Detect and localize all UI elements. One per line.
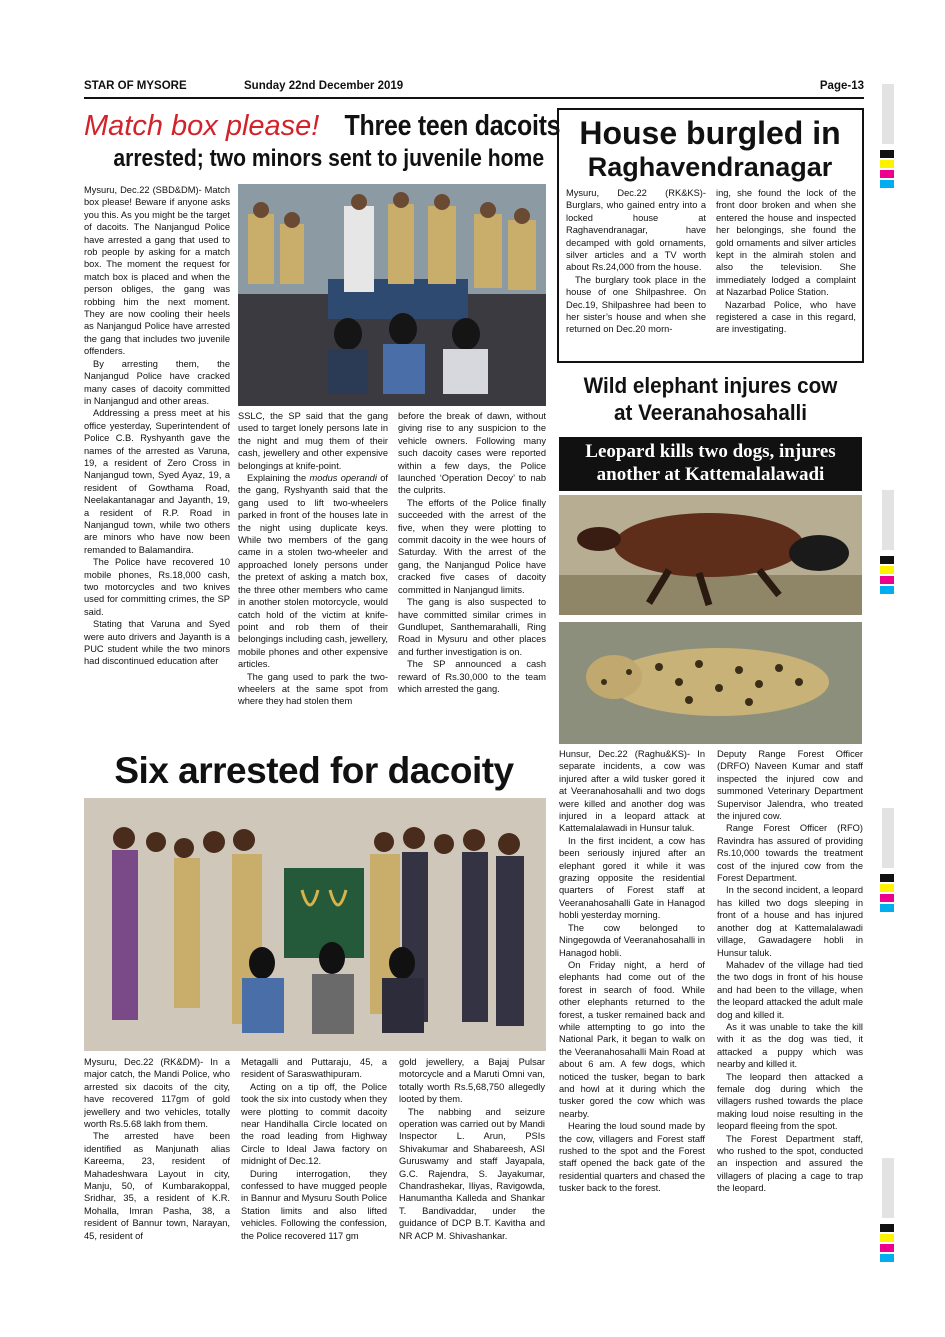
gray-bar <box>882 84 894 144</box>
paragraph: Mysuru, Dec.22 (SBD&DM)- Match box please! Beware if anyone asks you this. As you might be the target of dacoits. The Nanjangud Police have arrested a gang that used to rob people by asking for a match box. The moment the request for match box is placed and when the person obliges, the gang was robbing him the next moment. They are now cooling their heels as Nanjangud Police have arrested the gang that includes two juvenile offenders. <box>84 185 230 357</box>
paragraph: Stating that Varuna and Syed were auto drivers and Jayanth is a PUC student while the two minors had discontinued education after <box>84 619 230 667</box>
story4-col1 <box>84 1056 230 1268</box>
police-press-meet-photo <box>238 184 546 406</box>
reg-black <box>880 556 894 564</box>
paragraph: Addressing a press meet at his office yesterday, Superintendent of Police C.B. Ryshyanth gave the names of the arrested as Varuna, 19, a resident of Zero Cross in Nanjangud town, Syed Ayaz, 19, a resident of Gowthama Road, Neelakantanagar and Jayanth, 19, a resident of R.P. Road in Nanjangud town, while two others are minors who have now been remanded to Balamandira. <box>84 408 230 555</box>
paragraph: gold jewellery, a Bajaj Pulsar motorcycle and a Maruti Omni van, totally worth Rs.5,68,750 allegedly looted by them. <box>399 1057 545 1105</box>
paragraph: The gang is also suspected to have committed similar crimes in Gundlupet, Santhemarahalli, Ring Road in Mysuru and other places and further investigation is on. <box>398 597 546 657</box>
paragraph: Mahadev of the village had tied the two dogs in front of his house and had been to the village, when the leopard attacked the adult male dog and killed it. <box>717 959 863 1020</box>
paragraph: In the first incident, a cow has been seriously injured after an elephant gored it while it was grazing opposite the residential quarters of Forest staff at Veeranahosahalli Gate in Hanagod hobli yesterday morning. <box>559 835 705 921</box>
reg-magenta <box>880 170 894 178</box>
masthead <box>84 80 864 96</box>
reg-cyan <box>880 586 894 594</box>
paragraph: The arrested have been identified as Manjunath alias Kareema, 23, resident of Mahadeshwara Layout in city, Manju, 50, of Kumbarakoppal, Sridhar, 35, a resident of K.R. Mohalla, Imran Pasha, 38, a resident of Bannur town, Narayan, 45, resident of <box>84 1131 230 1241</box>
paragraph: ing, she found the lock of the front door broken and when she entered the house and inspected her belongings, she found the gold ornaments and silver articles kept in the almirah stolen and also the television. She immediately lodged a complaint at Nazarbad Police Station. <box>716 188 856 298</box>
paragraph: The efforts of the Police finally succeeded with the arrest of the five, when they were plotting to commit dacoity in the wee hours of Saturday. With the arrest of the gang, the Nanjangud Police have cracked five cases of dacoity committed in Nanjangud limits. <box>398 497 546 595</box>
story3-subhead-a: Leopard kills two dogs, injures <box>585 441 836 462</box>
story2-headline-a: House burgled in <box>579 115 841 151</box>
story3-headline <box>566 372 855 426</box>
paragraph: The Police have recovered 10 mobile phones, Rs.18,000 cash, two motorcycles and two knives used for committing crimes, the SP said. <box>84 557 230 617</box>
paragraph: The nabbing and seizure operation was carried out by Mandi Inspector L. Arun, PSIs Shivakumar and Shabareesh, ASI Guruswamy and staff Jayapala, G.C. Rajendra, S. Jayakumar, Chandrashekar, Iliyas, Ravigowda, Hanumantha Kalleda and Shankar T. Bandivaddar, under the guidance of DCP B.T. Kavitha and NR ACP M. Shivashankar. <box>399 1106 545 1241</box>
story3-headline-b: at Veeranahosahalli <box>613 400 808 425</box>
story2-col1 <box>566 187 706 359</box>
story3-col2 <box>717 748 863 1268</box>
reg-yellow <box>880 160 894 168</box>
page-number: Page-13 <box>819 80 864 92</box>
paragraph: Mysuru, Dec.22 (RK&DM)- In a major catch, the Mandi Police, who arrested six dacoits of the city, have recovered 117gm of gold jewellery and two vehicles, totally worth Rs.5.68 lakh from them. <box>84 1057 230 1130</box>
story4-photo <box>84 798 546 1051</box>
gray-bar <box>882 1158 894 1218</box>
leopard-image <box>559 622 862 744</box>
story1-col1 <box>84 184 230 748</box>
story4-col2 <box>241 1056 387 1268</box>
reg-yellow <box>880 884 894 892</box>
story1-headline-a: Three teen dacoits <box>344 110 561 142</box>
reg-cyan <box>880 904 894 912</box>
paragraph: By arresting them, the Nanjangud Police have cracked many cases of dacoity committed in Nanjangud and other areas. <box>84 358 230 406</box>
paragraph: Metagalli and Puttaraju, 45, a resident of Saraswathipuram. <box>241 1057 387 1080</box>
paper-name: STAR OF MYSORE <box>84 80 187 92</box>
story2-headline-b: Raghavendranagar <box>587 152 833 182</box>
story1-headline <box>84 108 561 174</box>
story3-subhead-b: another at Kattemalalawadi <box>596 464 825 485</box>
story1-col2 <box>238 410 388 748</box>
reg-black <box>880 150 894 158</box>
story3-col1 <box>559 748 705 1268</box>
story1-headline-b: arrested; two minors sent to juvenile home <box>113 145 545 172</box>
reg-yellow <box>880 566 894 574</box>
issue-date: Sunday 22nd December 2019 <box>244 80 404 92</box>
reg-magenta <box>880 576 894 584</box>
reg-cyan <box>880 180 894 188</box>
paragraph: Mysuru, Dec.22 (RK&KS)- Burglars, who gained entry into a locked house at Raghavendranagar, have decamped with gold ornaments, silver articles and a TV worth about Rs.24,000 from the house. <box>566 188 706 273</box>
masthead-rule <box>84 97 864 99</box>
reg-yellow <box>880 1234 894 1242</box>
paragraph: As it was unable to take the kill with it as the dog was tied, it attacked a puppy which was nearby and killed it. <box>717 1021 863 1070</box>
story3-subhead <box>559 437 862 491</box>
paragraph: before the break of dawn, without giving rise to any suspicion to the vehicle owners. Following many such dacoity cases were reported within a few days, the Police launched ‘Operation Decoy’ to nab the culprits. <box>398 411 546 496</box>
reg-cyan <box>880 1254 894 1262</box>
story3-headline-a: Wild elephant injures cow <box>583 373 838 398</box>
text-run: of the gang, Ryshyanth said that the gang used to lift two-wheelers parked in front of the houses late in the night using duplicate keys. While two members of the gang came in a stolen two-wheeler and approached lonely persons under the pretext of asking a match box, the three other members who came in another stolen motorcycle, would catch hold of the victim at knife-point and rob them of their belongings including cash, jewellery, mobile phones and other expensive articles. <box>238 473 388 670</box>
reg-black <box>880 874 894 882</box>
paragraph: Nazarbad Police, who have registered a case in this regard, are investigating. <box>716 299 856 335</box>
paragraph: The burglary took place in the house of one Shilpashree. On Dec.19, Shilpashree had been to her sister’s house and when she returned on Dec.20 morn- <box>566 274 706 335</box>
gray-bar <box>882 490 894 550</box>
paragraph: The Forest Department staff, who rushed to the spot, conducted an inspection and assured the villagers of placing a cage to trap the leopard. <box>717 1133 863 1194</box>
paragraph: The leopard then attacked a female dog during which the villagers rushed towards the place making loud noise resulting in the leopard fleeing from the spot. <box>717 1071 863 1132</box>
paragraph: During interrogation, they confessed to have mugged people in Bannur and Mysuru South Police Station limits and also lifted vehicles. Following the confession, the Police recovered 117 gm <box>241 1168 387 1241</box>
paragraph: The SP announced a cash reward of Rs.30,000 to the team which arrested the gang. <box>398 659 546 694</box>
paragraph: The cow belonged to Ningegowda of Veeranahosahalli in Hanagod hobli. <box>559 922 705 958</box>
paragraph: On Friday night, a herd of elephants had come out of the forest in search of food. While other elephants returned to the forest, a tusker remained back and while attempting to go into the National Park, it began to walk on the Veeranahosahalli Main Road at about 6 am. A few dogs, which noticed the tusker, began to bark and howl at it during which the tusker gored the cow which was nearby. <box>559 959 705 1119</box>
cow-photo <box>559 495 862 615</box>
paragraph: Range Forest Officer (RFO) Ravindra has assured of providing Rs.10,000 towards the treatment cost of the injured cow from the Forest Department. <box>717 823 863 884</box>
reg-black <box>880 1224 894 1232</box>
leopard-photo <box>559 622 862 744</box>
paragraph: The gang used to park the two-wheelers at the same spot from where they had stolen them <box>238 671 388 707</box>
text-run: Explaining the <box>247 473 310 484</box>
story1-col3 <box>398 410 546 748</box>
paragraph <box>238 472 388 671</box>
paragraph: Acting on a tip off, the Police took the six into custody when they were plotting to commit dacoity near Handihalla Circle located on the road leading from Highway Circle to Ideal Jawa factory on midnight of Dec.12. <box>241 1081 387 1167</box>
paragraph: In the second incident, a leopard has killed two dogs sleeping in front of a house and has injured another dog at Kattemalalawadi village, Gawadagere hobli in Hunsur taluk. <box>717 885 863 958</box>
paragraph: SSLC, the SP said that the gang used to target lonely persons late in the night and mug them of their cash, jewellery and other expensive belongings at knife-point. <box>238 411 388 471</box>
mandi-police-group-photo <box>84 798 546 1051</box>
story4-headline: Six arrested for dacoity <box>114 750 514 791</box>
paragraph: Deputy Range Forest Officer (DRFO) Naveen Kumar and staff inspected the injured cow and summoned Veterinary Department Supervisor Jalendra, who treated the injured cow. <box>717 749 863 822</box>
injured-cow-image <box>559 495 862 615</box>
story1-kicker: Match box please! <box>84 110 320 142</box>
reg-magenta <box>880 894 894 902</box>
story4-col3 <box>399 1056 545 1268</box>
paragraph: Hunsur, Dec.22 (Raghu&KS)- In separate incidents, a cow was injured after a wild tusker gored it at Veeranahosahalli and two dogs were killed and another dog was injured in a leopard attack at Kattemalalawadi in Hunsur taluk. <box>559 749 705 834</box>
reg-magenta <box>880 1244 894 1252</box>
story2-box <box>557 108 864 363</box>
gray-bar <box>882 808 894 868</box>
paragraph: Hearing the loud sound made by the cow, villagers and Forest staff rushed to the spot and the Forest staff opened the back gate of the residential quarters and chased the tusker back to the forest. <box>559 1121 705 1194</box>
text-run-italic: modus operandi <box>309 473 377 484</box>
story2-col2 <box>716 187 856 359</box>
story1-photo <box>238 184 546 406</box>
